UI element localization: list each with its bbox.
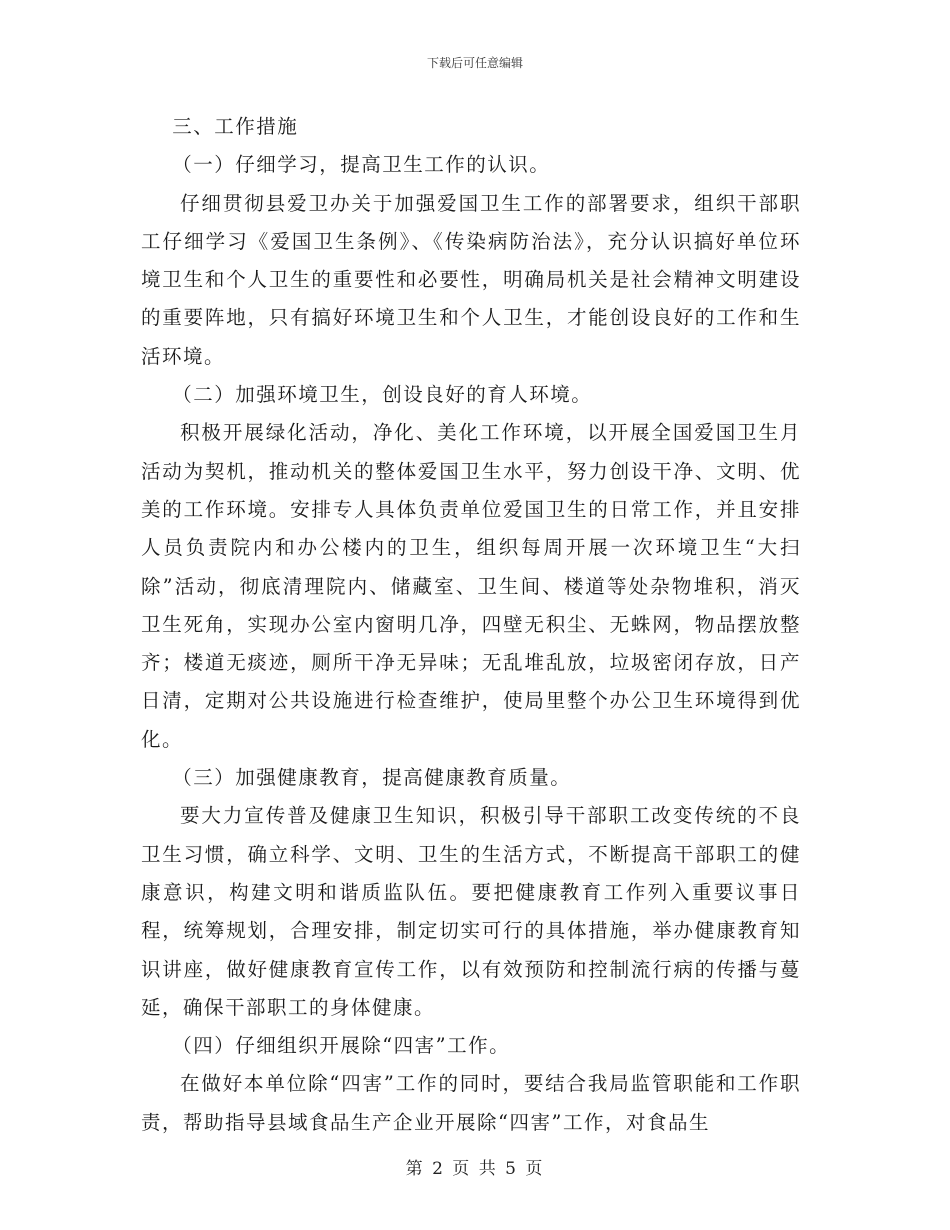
subheading-2: （二）加强环境卫生，创设良好的育人环境。 bbox=[172, 383, 593, 407]
paragraph-2: 积极开展绿化活动，净化、美化工作环境，以开展全国爱国卫生月活动为契机，推动机关的整体爱国卫生水平，努力创设干净、文明、优美的工作环境。安排专人具体负责单位爱国卫生的日常工作，并且安排人员负责院内和办公楼内的卫生，组织每周开展一次环境卫生“大扫除”活动，彻底清理院内、储藏室、卫生间、楼道等处杂物堆积，消灭卫生死角，实现办公室内窗明几净，四壁无积尘、无蛛网，物品摆放整齐；楼道无痰迹，厕所干净无异味；无乱堆乱放，垃圾密闭存放，日产日清，定期对公共设施进行检查维护，使局里整个办公卫生环境得到优化。 bbox=[141, 421, 801, 751]
page-number: 第 2 页 共 5 页 bbox=[405, 1159, 545, 1179]
paragraph-1: 仔细贯彻县爱卫办关于加强爱国卫生工作的部署要求，组织干部职工仔细学习《爱国卫生条例》、《传染病防治法》，充分认识搞好单位环境卫生和个人卫生的重要性和必要性，明确局机关是社会精神文明建设的重要阵地，只有搞好环境卫生和个人卫生，才能创设良好的工作和生活环境。 bbox=[141, 191, 801, 368]
subheading-4: （四）仔细组织开展除“四害”工作。 bbox=[172, 1034, 511, 1058]
paragraph-3: 要大力宣传普及健康卫生知识，积极引导干部职工改变传统的不良卫生习惯，确立科学、文明、卫生的生活方式，不断提高干部职工的健康意识，构建文明和谐质监队伍。要把健康教育工作列入重要议事日程，统筹规划，合理安排，制定切实可行的具体措施，举办健康教育知识讲座，做好健康教育宣传工作，以有效预防和控制流行病的传播与蔓延，确保干部职工的身体健康。 bbox=[141, 804, 801, 1019]
paragraph-4: 在做好本单位除“四害”工作的同时，要结合我局监管职能和工作职责，帮助指导县域食品生产企业开展除“四害”工作，对食品生 bbox=[141, 1072, 801, 1134]
page-header: 下载后可任意编辑 bbox=[426, 56, 523, 70]
section-title: 三、工作措施 bbox=[172, 115, 299, 138]
document-body bbox=[141, 108, 801, 1142]
subheading-1: （一）仔细学习，提高卫生工作的认识。 bbox=[172, 153, 551, 177]
subheading-3: （三）加强健康教育，提高健康教育质量。 bbox=[172, 766, 572, 790]
